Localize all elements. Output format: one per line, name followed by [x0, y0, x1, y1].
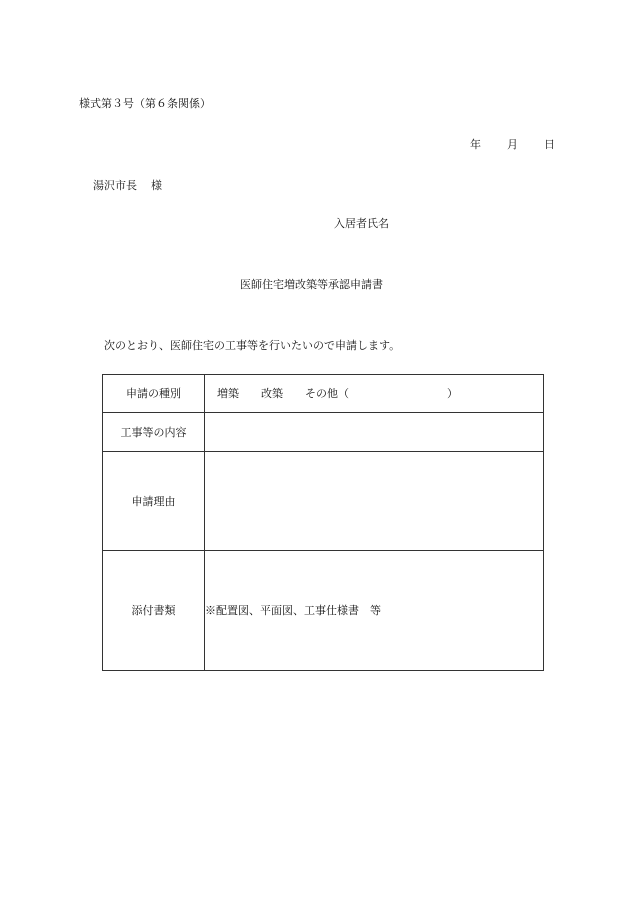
- table-row-attachments: [103, 551, 544, 671]
- option-extension: 増築: [217, 387, 239, 400]
- table-row-application-type: [103, 375, 544, 413]
- reason-label: 申請理由: [103, 452, 205, 551]
- document-title: 医師住宅増改築等承認申請書: [240, 278, 383, 291]
- attachments-value: ※配置図、平面図、工事仕様書 等: [205, 551, 544, 671]
- option-other-close-paren: ）: [447, 387, 458, 400]
- table-row-reason: [103, 452, 544, 551]
- form-number: 様式第３号（第６条関係）: [79, 97, 211, 110]
- date-line: [470, 139, 555, 150]
- date-month-label: 月: [507, 138, 518, 151]
- addressee-name: 湯沢市長: [93, 179, 137, 192]
- applicant-name-label: 入居者氏名: [334, 217, 389, 230]
- attachments-label: 添付書類: [103, 551, 205, 671]
- date-day-label: 日: [544, 138, 555, 151]
- option-other: その他（: [305, 387, 349, 400]
- table-row-work-content: [103, 413, 544, 452]
- work-content-field: [205, 413, 544, 452]
- application-form-table: [102, 374, 544, 671]
- intro-text: 次のとおり、医師住宅の工事等を行いたいので申請します。: [104, 339, 401, 352]
- work-content-label: 工事等の内容: [103, 413, 205, 452]
- addressee: [93, 180, 162, 191]
- reason-field: [205, 452, 544, 551]
- addressee-honorific: 様: [151, 179, 162, 192]
- option-renovation: 改築: [261, 387, 283, 400]
- application-type-label: 申請の種別: [103, 375, 205, 413]
- date-year-label: 年: [470, 138, 481, 151]
- application-type-options: [205, 375, 544, 413]
